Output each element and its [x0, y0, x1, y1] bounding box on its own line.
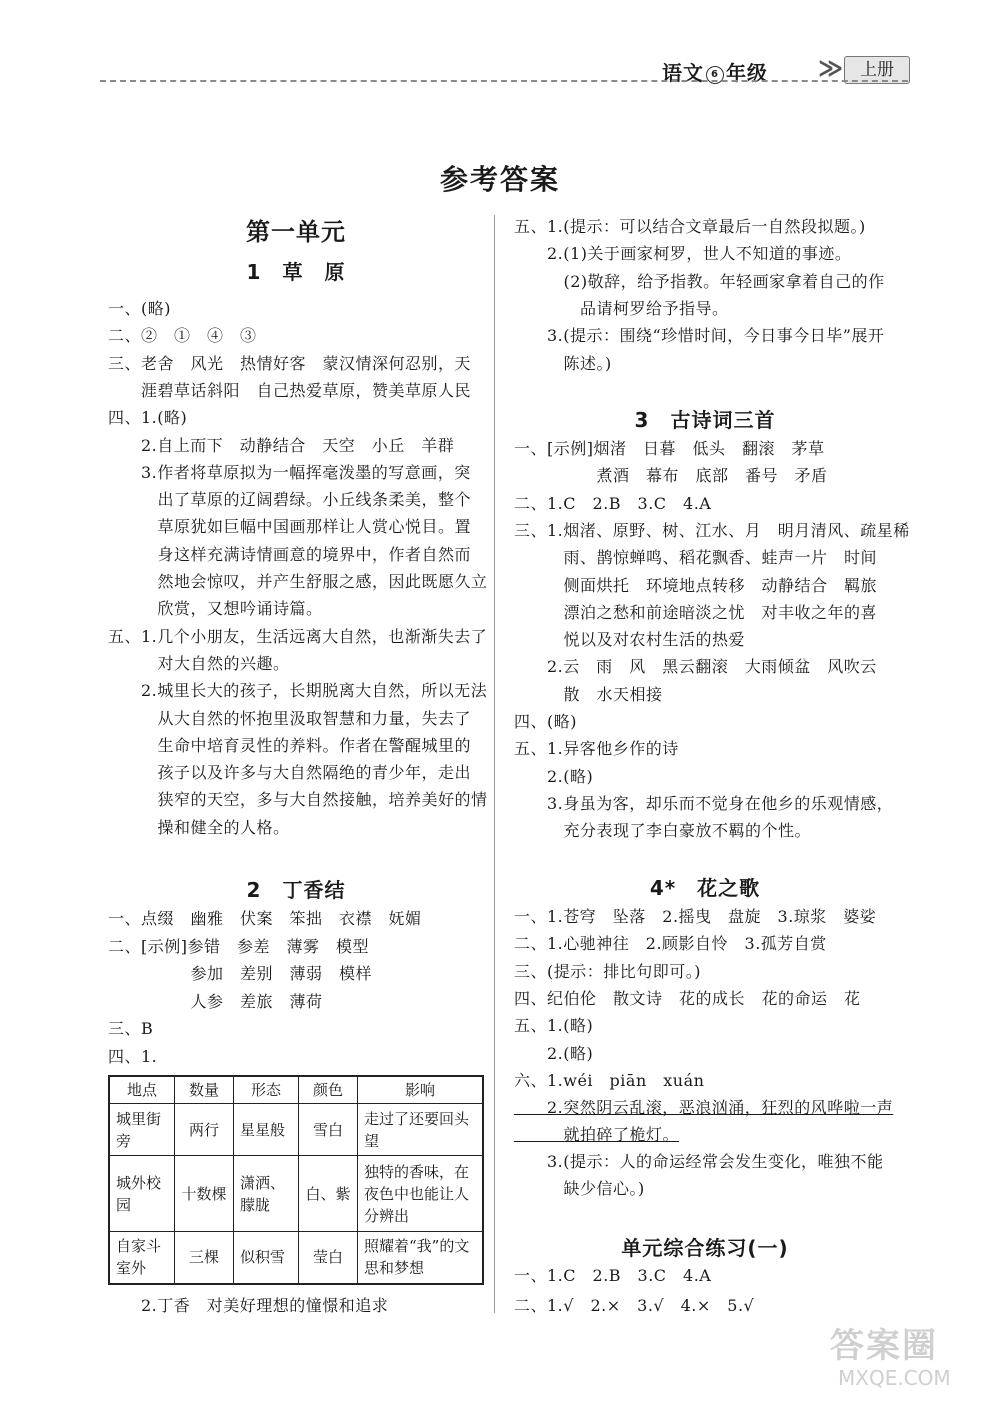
header-divider: [100, 80, 908, 82]
answer-line: 煮酒 幕布 底部 番号 矛盾: [514, 466, 828, 486]
answer-line: 六、1.wéi piān xuán: [514, 1070, 705, 1090]
lesson-1-title: 1 草 原: [246, 260, 346, 284]
table-header-cell: 地点: [109, 1076, 175, 1104]
answer-line: 2.丁香 对美好理想的憧憬和追求: [108, 1296, 389, 1315]
answer-line: 2.(1)关于画家柯罗，世人不知道的事迹。: [514, 244, 852, 264]
answer-line: 缺少信心。): [514, 1179, 645, 1199]
answer-line: 就拍碎了桅灯。: [514, 1125, 680, 1145]
table-cell: 雪白: [299, 1104, 358, 1156]
answer-line: 一、1.C 2.B 3.C 4.A: [514, 1266, 712, 1285]
column-divider: [494, 215, 495, 1313]
answer-line: 操和健全的人格。: [108, 817, 290, 837]
answer-line: 四、(略): [514, 712, 577, 731]
lesson-4-title: 4* 花之歌: [649, 876, 761, 900]
answer-line: 2.(略): [514, 766, 594, 786]
answer-line: 3.作者将草原拟为一幅挥毫泼墨的写意画，突: [108, 462, 471, 482]
answer-line: 一、点缀 幽雅 伏案 笨拙 衣襟 妩媚: [108, 909, 422, 928]
answer-line: 二、1.C 2.B 3.C 4.A: [514, 493, 712, 513]
table-row: [109, 1156, 483, 1232]
table-cell: 三棵: [175, 1232, 234, 1284]
table-cell: 城外校园: [109, 1156, 175, 1232]
chevron-double-icon: ≫: [818, 54, 840, 82]
answer-line: 2.自上而下 动静结合 天空 小丘 羊群: [108, 435, 455, 455]
watermark-url: MXQE.COM: [838, 1366, 951, 1390]
answer-line: (2)敬辞，给予指教。年轻画家拿着自己的作: [514, 271, 885, 291]
answer-line: 生命中培育灵性的养料。作者在警醒城里的: [108, 735, 472, 755]
answer-table: [108, 1075, 484, 1285]
answer-line: 涯碧草话斜阳 自己热爱草原，赞美草原人民: [108, 380, 472, 400]
answer-line: 二、1.√ 2.× 3.√ 4.× 5.√: [514, 1296, 755, 1315]
answer-line: 陈述。): [514, 353, 612, 373]
answer-line: 草原犹如巨幅中国画那样让人赏心悦目。置: [108, 517, 472, 537]
answer-line: 2.云 雨 风 黑云翻滚 大雨倾盆 风吹云: [514, 657, 877, 677]
answer-line: 2.城里长大的孩子，长期脱离大自然，所以无法: [108, 681, 488, 701]
answer-line: 3.(提示：围绕“珍惜时间，今日事今日毕”展开: [514, 326, 885, 346]
answer-line: 五、1.异客他乡作的诗: [514, 739, 679, 759]
table-cell: 两行: [175, 1104, 234, 1156]
answer-line: 二、② ① ④ ③: [108, 326, 257, 346]
answer-line: 散 水天相接: [514, 684, 663, 704]
answer-line: 二、1.心驰神往 2.顾影自怜 3.孤芳自赏: [514, 934, 827, 954]
answer-line: 五、1.(提示：可以结合文章最后一自然段拟题。): [514, 217, 866, 236]
grade-number-badge: 6: [706, 66, 724, 84]
answer-line: 从大自然的怀抱里汲取智慧和力量，失去了: [108, 708, 472, 728]
answer-line: 三、1.烟渚、原野、树、江水、月 明月清风、疏星稀: [514, 520, 910, 540]
answer-line: 悦以及对农村生活的热爱: [514, 630, 746, 650]
answer-line: 一、(略): [108, 299, 171, 318]
answer-line: 人参 差旅 薄荷: [108, 991, 323, 1011]
answer-line: 一、1.苍穹 坠落 2.摇曳 盘旋 3.琼浆 婆娑: [514, 907, 877, 926]
table-cell: 似积雪: [234, 1232, 299, 1284]
table-cell: 独特的香味，在夜色中也能让人分辨出: [358, 1156, 484, 1232]
answer-line: 侧面烘托 环境地点转移 动静结合 羁旅: [514, 575, 878, 595]
answer-line: 身这样充满诗情画意的境界中，作者自然而: [108, 544, 472, 564]
answer-line: 四、1.: [108, 1046, 158, 1066]
table-cell: 白、紫: [299, 1156, 358, 1232]
lesson-3-title: 3 古诗词三首: [634, 408, 776, 432]
table-header-cell: 颜色: [299, 1076, 358, 1104]
table-row: [109, 1104, 483, 1156]
watermark-logo: 答案圈: [830, 1326, 938, 1366]
table-cell: 自家斗室外: [109, 1232, 175, 1284]
answer-line: 三、B: [108, 1019, 154, 1038]
answer-line: 2.突然阴云乱滚，恶浪汹涌，狂烈的风哗啦一声: [514, 1098, 894, 1117]
table-cell: 星星般: [234, 1104, 299, 1156]
table-cell: 十数棵: [175, 1156, 234, 1232]
answer-line: 四、1.(略): [108, 408, 188, 428]
answer-line: 一、[示例]烟渚 日暮 低头 翻滚 茅草: [514, 439, 825, 458]
answer-line: 出了草原的辽阔碧绿。小丘线条柔美，整个: [108, 490, 472, 510]
subject-label: 语文: [662, 61, 704, 85]
answer-line: 3.身虽为客，却乐而不觉身在他乡的乐观情感，: [514, 793, 894, 813]
answer-line: 参加 差别 薄弱 模样: [108, 964, 373, 983]
answer-line: 然地会惊叹，并产生舒服之感，因此既愿久立: [108, 572, 488, 591]
table-header-cell: 数量: [175, 1076, 234, 1104]
answer-line: 二、[示例]参错 参差 薄雾 模型: [108, 936, 369, 956]
answer-line: 欣赏，又想吟诵诗篇。: [108, 599, 323, 619]
table-header-cell: 形态: [234, 1076, 299, 1104]
grade-label: 年级: [726, 61, 768, 85]
lesson-2-title: 2 丁香结: [246, 878, 346, 902]
answer-line: 3.(提示：人的命运经常会发生变化，唯独不能: [514, 1152, 884, 1171]
table-header-cell: 影响: [358, 1076, 484, 1104]
page-title: 参考答案: [439, 163, 560, 196]
answer-line: 对大自然的兴趣。: [108, 653, 290, 673]
review-title: 单元综合练习(一): [621, 1236, 789, 1260]
answer-line: 2.(略): [514, 1043, 594, 1063]
answer-line: 五、1.几个小朋友，生活远离大自然，也渐渐失去了: [108, 626, 488, 646]
answer-line: 漂泊之愁和前途暗淡之忧 对丰收之年的喜: [514, 602, 878, 622]
table-cell: 走过了还要回头望: [358, 1104, 484, 1156]
answer-line: 四、纪伯伦 散文诗 花的成长 花的命运 花: [514, 988, 861, 1008]
answer-line: 雨、鹊惊蝉鸣、稻花飘香、蛙声一片 时间: [514, 548, 878, 568]
table-row: [109, 1232, 483, 1284]
answer-line: 孩子以及许多与大自然隔绝的青少年，走出: [108, 763, 472, 783]
answer-line: 三、老舍 风光 热情好客 蒙汉情深何忍别，天: [108, 353, 472, 373]
answer-line: 充分表现了李白豪放不羁的个性。: [514, 821, 812, 841]
answer-line: 品请柯罗给予指导。: [514, 298, 729, 318]
table-cell: 照耀着“我”的文思和梦想: [358, 1232, 484, 1284]
table-header-row: [109, 1076, 483, 1104]
unit-title: 第一单元: [246, 218, 346, 246]
answer-line: 五、1.(略): [514, 1016, 594, 1036]
volume-tab: 上册: [844, 56, 910, 84]
table-cell: 潇洒、朦胧: [234, 1156, 299, 1232]
answer-line: 三、(提示：排比句即可。): [514, 961, 701, 981]
answer-line: 狭窄的天空，多与大自然接触，培养美好的情: [108, 790, 488, 810]
table-cell: 莹白: [299, 1232, 358, 1284]
table-cell: 城里街旁: [109, 1104, 175, 1156]
